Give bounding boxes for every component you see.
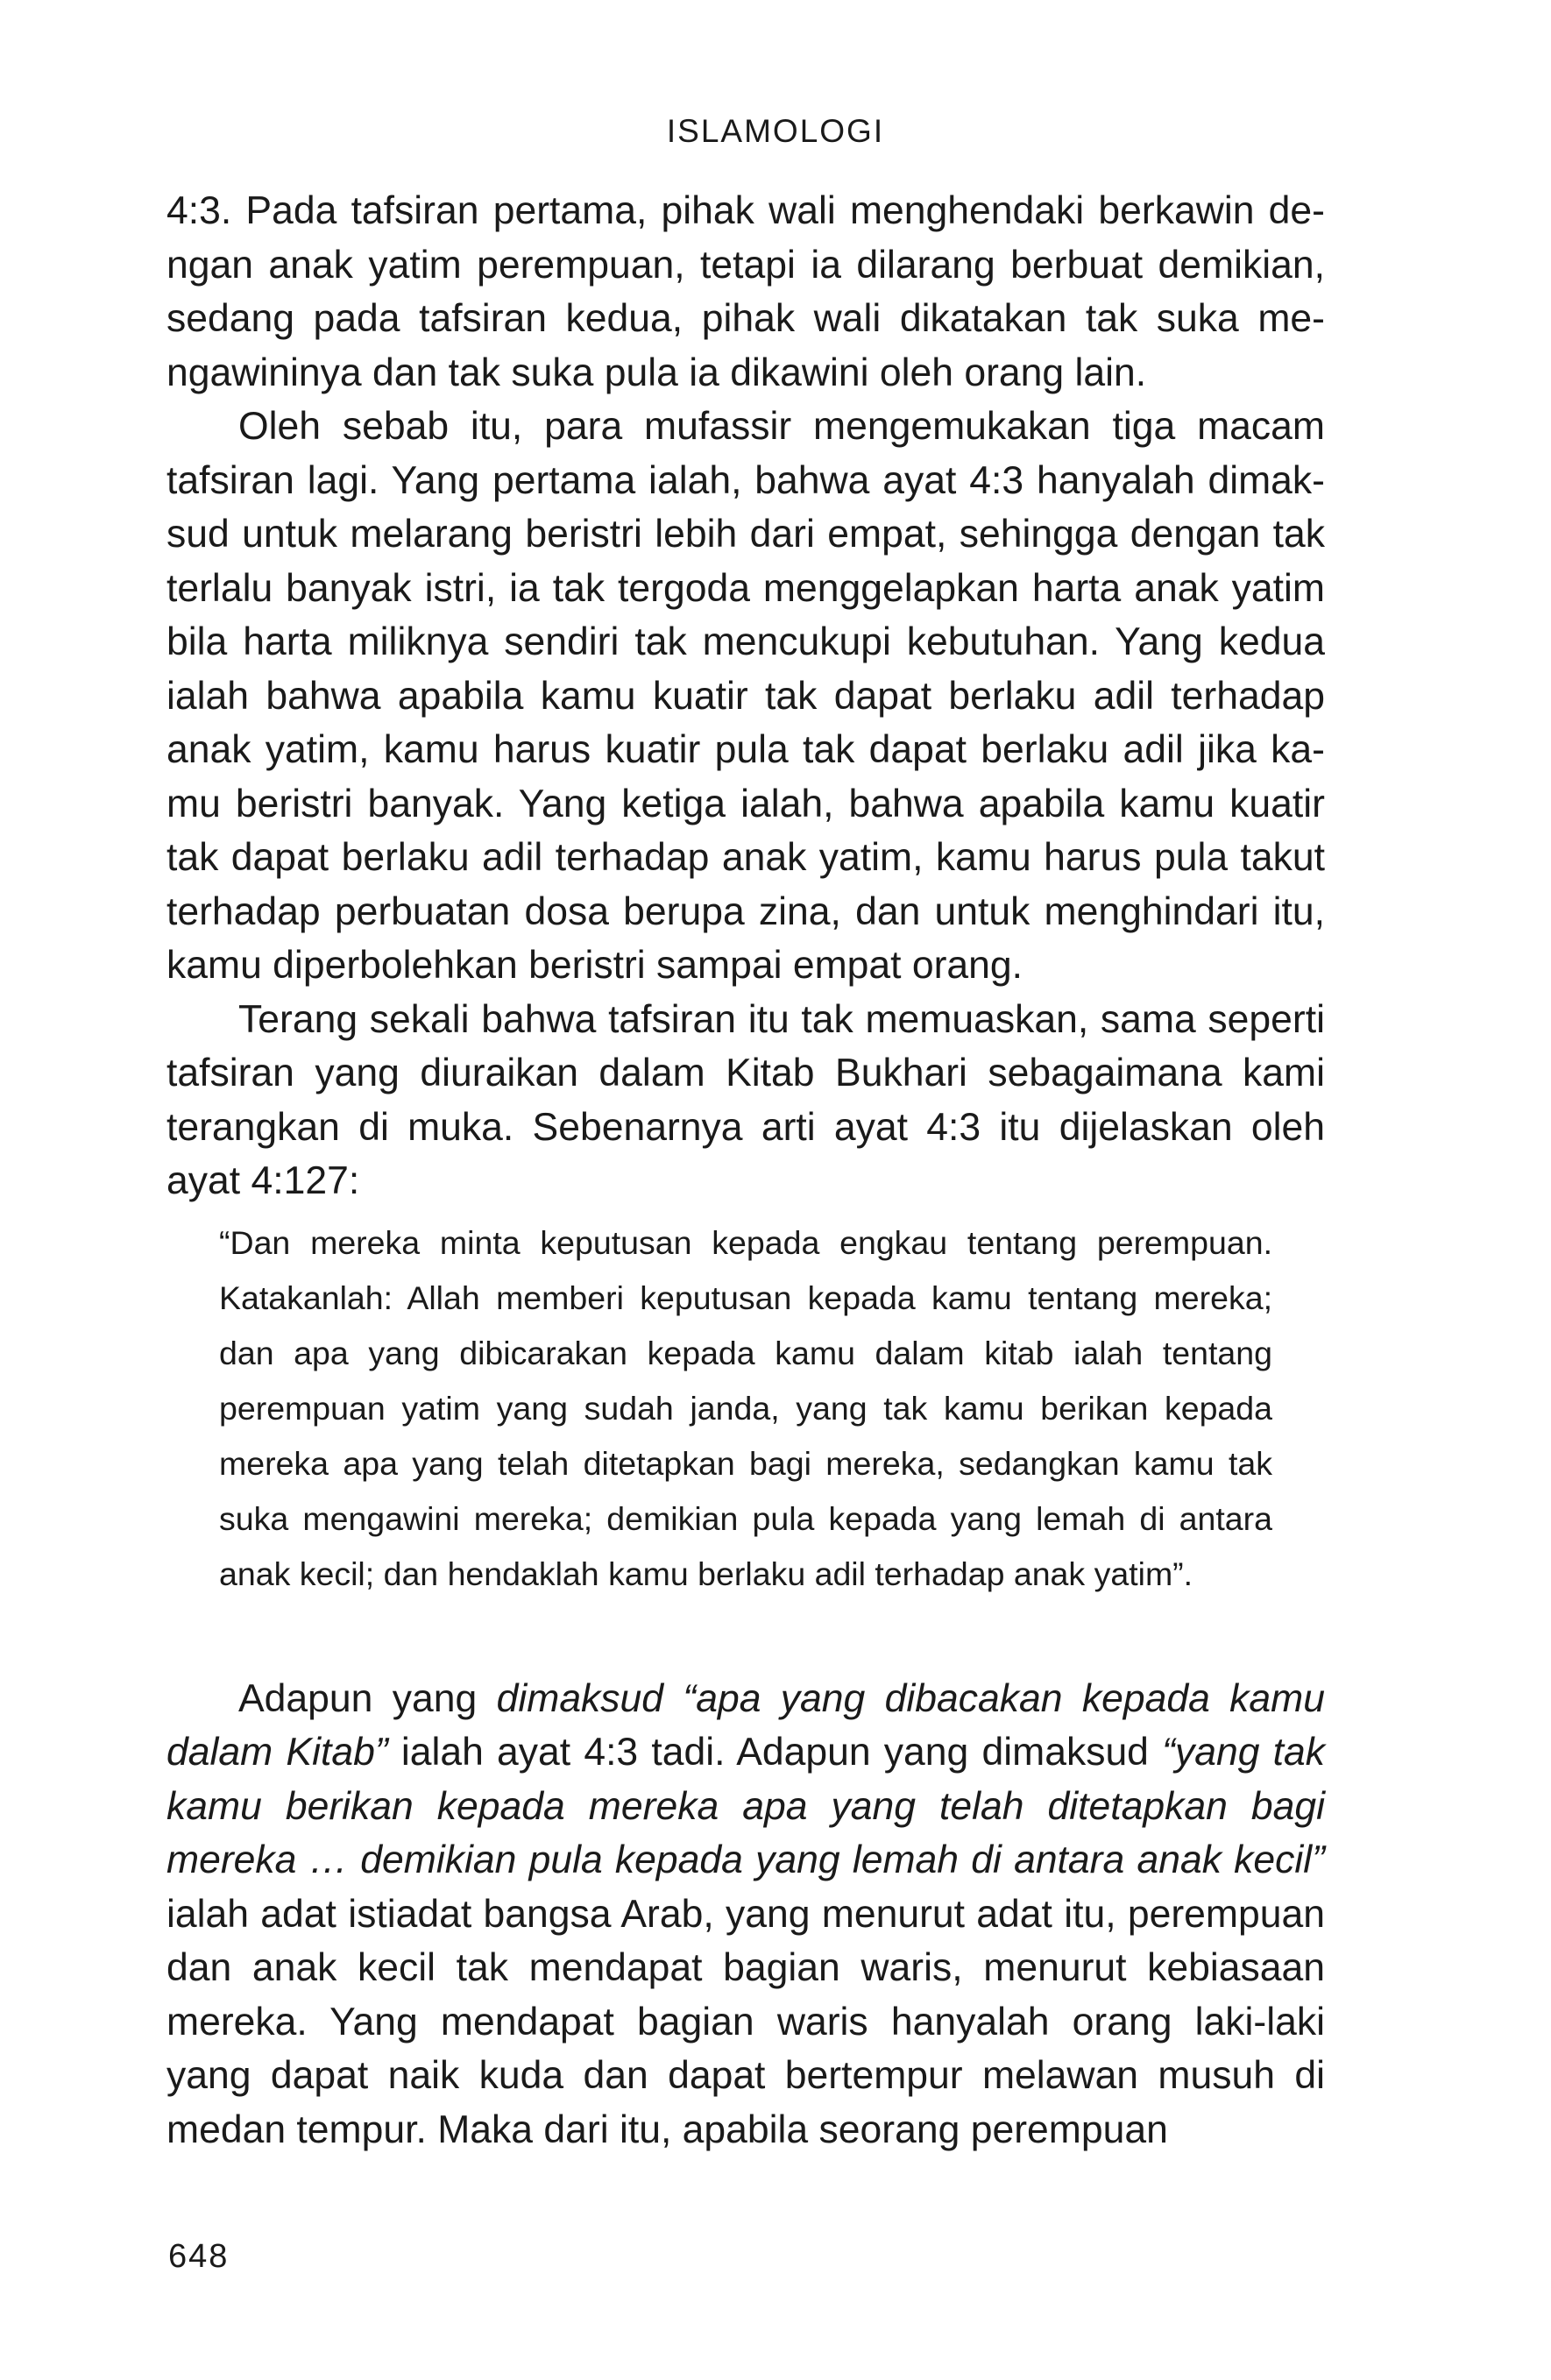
paragraph-text-segment: ialah ayat 4:3 tadi. Adapun yang dimaksud [387, 1731, 1163, 1774]
paragraph-three-interpretations: Oleh sebab itu, para mufassir mengemukakan tiga macam tafsiran lagi. Yang pertama ialah, bahwa ayat 4:3 hanyalah dimaksud untuk melarang beristri lebih dari empat, sehingga dengan tak terlalu banyak istri, ia tak tergoda menggelapkan harta anak yatim bila harta miliknya sendiri tak mencukupi kebutuhan. Yang kedua ialah bahwa apabila kamu kuatir tak dapat berlaku adil terhadap anak yatim, kamu harus kuatir pula tak dapat berlaku adil jika kamu beristri banyak. Yang ketiga ialah, bahwa apabila kamu kuatir tak dapat berlaku adil terhadap anak yatim, kamu harus pula takut terhadap perbuatan dosa berupa zina, dan untuk menghindari itu, kamu diperbolehkan beristri sampai empat orang. [166, 405, 1325, 987]
paragraph-explanation [166, 1672, 1325, 2157]
italic-quoted-phrase: “yang tak kamu berikan kepada mereka apa yang telah ditetapkan bagi mereka … demikian pula kepada yang lemah di antara anak kecil” [166, 1731, 1325, 1881]
page-number: 648 [168, 2238, 230, 2275]
paragraph-continuation: 4:3. Pada tafsiran pertama, pihak wali menghendaki berkawin dengan anak yatim perempuan, tetapi ia dilarang berbuat demikian, sedang pada tafsiran kedua, pihak wali dikatakan tak suka mengawininya dan tak suka pula ia dikawini oleh orang lain. [166, 189, 1325, 394]
paragraph-text-segment: Adapun yang [238, 1676, 497, 1720]
section-spacer [166, 1602, 1325, 1672]
paragraph-unsatisfying-interpretation: Terang sekali bahwa tafsiran itu tak memuaskan, sama seperti tafsiran yang diuraikan dalam Kitab Bukhari sebagaimana kami terangkan di muka. Sebenarnya arti ayat 4:3 itu dijelaskan oleh ayat 4:127: [166, 997, 1325, 1202]
page-body [166, 184, 1325, 2157]
running-head: ISLAMOLOGI [666, 113, 885, 149]
paragraph-text-segment: ialah adat istiadat bangsa Arab, yang menurut adat itu, perempuan dan anak kecil tak mendapat bagian waris, menurut kebiasaan mereka. Yang mendapat bagian waris hanyalah orang laki-laki yang dapat naik kuda dan dapat bertempur melawan musuh di medan tempur. Maka dari itu, apabila seorang perempuan [166, 1892, 1325, 2151]
italic-quoted-phrase: dimaksud “apa yang dibacakan kepada kamu dalam Kitab” [166, 1676, 1325, 1774]
block-quote-verse-4-127: “Dan mereka minta keputusan kepada engkau tentang perempuan. Katakanlah: Allah memberi keputusan kepada kamu tentang mereka; dan apa yang dibicarakan kepada kamu dalam kitab ialah tentang perempuan yatim yang sudah janda, yang tak kamu berikan kepada mereka apa yang telah ditetapkan bagi mereka, sedangkan kamu tak suka mengawini mereka; demikian pula kepada yang lemah di antara anak kecil; dan hendaklah kamu berlaku adil terhadap anak yatim”. [219, 1223, 1272, 1592]
